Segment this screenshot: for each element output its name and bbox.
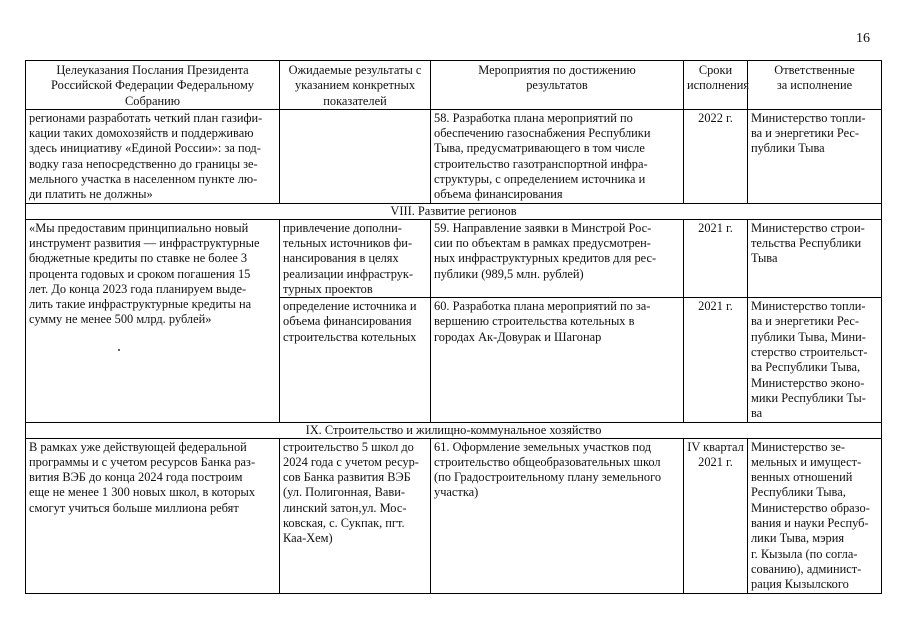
goal-cell: «Мы предоставим принципиально новый инструмент развития — инфраструктурные бюджетные кредиты по ставке не более 3 процента годовых и сроком погашения 15 лет. До конца 2023 года планируем выде- лить такие инфраструктурные кредиты на сумму не менее 500 млрд. рублей» [26,219,280,422]
responsible-cell: Министерство зе- мельных и имущест- венных отношений Республики Тыва, Министерство образо- вания и науки Респуб- лики Тыва, мэрия г. Кызыла (по согла- сованию), админист- рация Кызылского [748,438,882,593]
table-row [26,438,882,593]
measures-cell: 58. Разработка плана мероприятий по обеспечению газоснабжения Республики Тыва, предусматривающего в том числе строительство газотранспортной инфра- структуры, с определением источника и объема финансирования [431,109,684,203]
section-row [26,203,882,219]
header-responsible: Ответственные за исполнение [748,61,882,110]
page-number: 16 [856,31,870,46]
goals-table [25,60,882,594]
header-goal: Целеуказания Послания Президента Российской Федерации Федеральному Собранию [26,61,280,110]
results-cell: строительство 5 школ до 2024 года с учетом ресур- сов Банка развития ВЭБ (ул. Полигонная, Вави- линский затон,ул. Мос- ковская, с. Сукпак, пгт. Каа-Хем) [280,438,431,593]
terms-cell: 2021 г. [684,219,748,297]
measures-cell: 61. Оформление земельных участков под строительство общеобразовательных школ (по Градостроительному плану земельного участка) [431,438,684,593]
table-row [26,219,882,297]
section-row [26,422,882,438]
terms-cell: 2022 г. [684,109,748,203]
terms-cell: 2021 г. [684,298,748,422]
scan-speck [118,349,120,351]
header-terms: Сроки исполнения [684,61,748,110]
measures-cell: 60. Разработка плана мероприятий по за- вершению строительства котельных в городах Ак-Довурак и Шагонар [431,298,684,422]
header-row [26,61,882,110]
terms-cell: IV квартал 2021 г. [684,438,748,593]
goal-cell: В рамках уже действующей федеральной программы и с учетом ресурсов Банка раз- вития ВЭБ до конца 2024 года построим еще не менее 1 300 новых школ, в которых смогут учиться больше миллиона ребят [26,438,280,593]
responsible-cell: Министерство топли- ва и энергетики Рес- публики Тыва, Мини- стерство строительст- ва Республики Тыва, Министерство эконо- мики Республики Ты- ва [748,298,882,422]
measures-cell: 59. Направление заявки в Минстрой Рос- сии по объектам в рамках предусмотрен- ных инфраструктурных кредитов для рес- публики (989,5 млн. рублей) [431,219,684,297]
goal-cell: регионами разработать четкий план газифи- кации таких домохозяйств и поддерживаю здесь инициативу «Единой России»: за под- водку газа непосредственно до границы зе- мельного участка в населенном пункте лю- ди платить не должны» [26,109,280,203]
table-row [26,109,882,203]
responsible-cell: Министерство топли- ва и энергетики Рес- публики Тыва [748,109,882,203]
section-heading-regions: VIII. Развитие регионов [26,203,882,219]
header-results: Ожидаемые результаты с указанием конкретных показателей [280,61,431,110]
results-cell [280,109,431,203]
results-cell: привлечение дополни- тельных источников фи- нансирования в целях реализации инфраструк- турных проектов [280,219,431,297]
responsible-cell: Министерство строи- тельства Республики Тыва [748,219,882,297]
header-measures: Мероприятия по достижению результатов [431,61,684,110]
section-heading-construction: IX. Строительство и жилищно-коммунальное хозяйство [26,422,882,438]
results-cell: определение источника и объема финансирования строительства котельных [280,298,431,422]
